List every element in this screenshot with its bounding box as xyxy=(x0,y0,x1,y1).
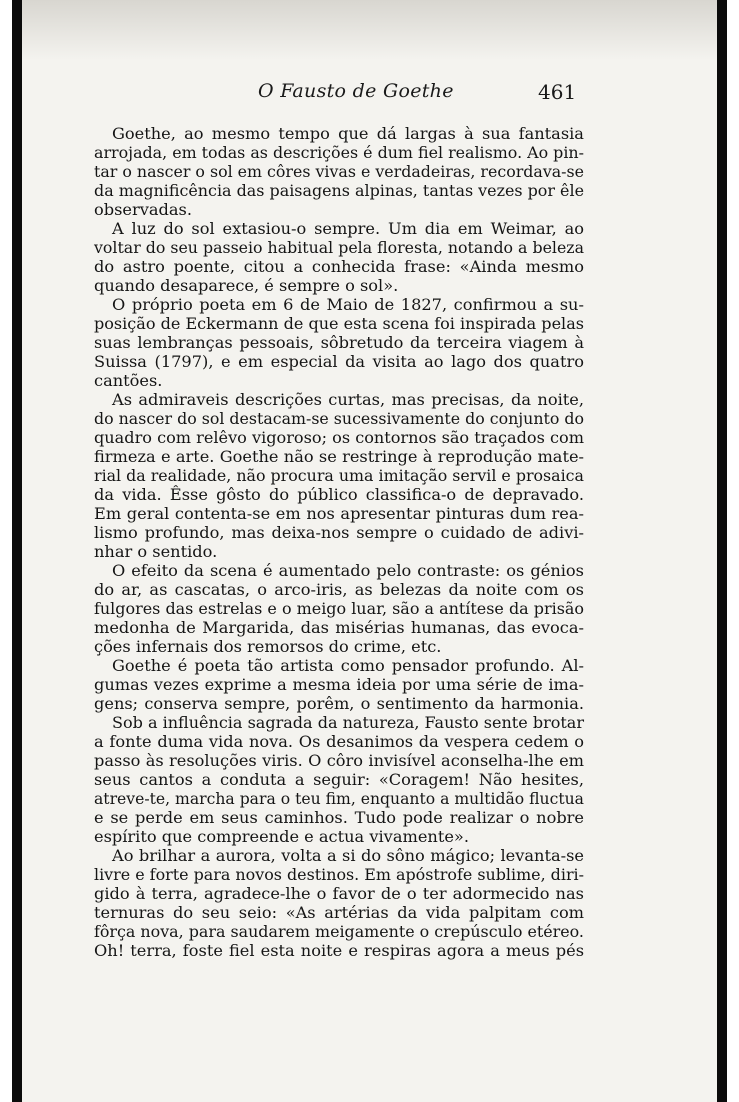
page-shadow xyxy=(22,0,717,60)
text-line: nhar o sentido. xyxy=(94,542,218,561)
running-head xyxy=(22,80,717,110)
text-line: tar o nascer o sol em côres vivas e verdadeiras, recordava-se xyxy=(94,162,584,181)
text-line: a fonte duma vida nova. Os desanimos da vespera cedem o xyxy=(94,732,585,751)
body-text xyxy=(94,124,584,960)
text-line: fôrça nova, para saudarem meigamente o crepúsculo etéreo. xyxy=(94,922,584,941)
text-line: do astro poente, citou a conhecida frase: «Ainda mesmo xyxy=(94,257,585,276)
text-line: livre e forte para novos destinos. Em apóstrofe sublime, diri- xyxy=(94,865,585,884)
text-line: posição de Eckermann de que esta scena foi inspirada pelas xyxy=(94,314,584,333)
text-line: As admiraveis descrições curtas, mas precisas, da noite, xyxy=(112,390,584,409)
text-line: cantões. xyxy=(94,371,163,390)
running-title: O Fausto de Goethe xyxy=(258,80,454,102)
text-line: atreve-te, marcha para o teu fim, enquanto a multidão fluctua xyxy=(94,789,584,808)
text-line: quadro com relêvo vigoroso; os contornos são traçados com xyxy=(94,428,584,447)
text-line: seus cantos a conduta a seguir: «Coragem! Não hesites, xyxy=(94,770,584,789)
page-number: 461 xyxy=(538,80,577,104)
text-line: Goethe, ao mesmo tempo que dá largas à sua fantasia xyxy=(112,124,584,143)
text-line: A luz do sol extasiou-o sempre. Um dia em Weimar, ao xyxy=(112,219,584,238)
text-line: Goethe é poeta tão artista como pensador profundo. Al- xyxy=(112,656,584,675)
text-line: Em geral contenta-se em nos apresentar pinturas dum rea- xyxy=(94,504,584,523)
text-line: Oh! terra, foste fiel esta noite e respiras agora a meus pés xyxy=(94,941,585,960)
text-line: passo às resoluções viris. O côro invisível aconselha-lhe em xyxy=(94,751,585,770)
text-line: do ar, as cascatas, o arco-iris, as belezas da noite com os xyxy=(94,580,584,599)
text-line: rial da realidade, não procura uma imitação servil e prosaica xyxy=(94,466,584,485)
text-line: Suissa (1797), e em especial da visita ao lago dos quatro xyxy=(94,352,584,371)
text-line: Sob a influência sagrada da natureza, Fausto sente brotar xyxy=(112,713,585,732)
text-line: O efeito da scena é aumentado pelo contraste: os génios xyxy=(112,561,584,580)
text-line: firmeza e arte. Goethe não se restringe à reprodução mate- xyxy=(94,447,585,466)
book-page xyxy=(12,0,727,1102)
text-line: O próprio poeta em 6 de Maio de 1827, confirmou a su- xyxy=(112,295,584,314)
text-line: Ao brilhar a aurora, volta a si do sôno mágico; levanta-se xyxy=(112,846,584,865)
text-line: suas lembranças pessoais, sôbretudo da terceira viagem à xyxy=(94,333,584,352)
text-line: da vida. Êsse gôsto do público classifica-o de depravado. xyxy=(94,485,584,504)
text-line: arrojada, em todas as descrições é dum fiel realismo. Ao pin- xyxy=(94,143,584,162)
text-line: voltar do seu passeio habitual pela floresta, notando a beleza xyxy=(94,238,585,257)
text-line: lismo profundo, mas deixa-nos sempre o cuidado de adivi- xyxy=(94,523,584,542)
text-line: gido à terra, agradece-lhe o favor de o ter adormecido nas xyxy=(94,884,584,903)
text-line: espírito que compreende e actua vivamente». xyxy=(94,827,469,846)
text-line: fulgores das estrelas e o meigo luar, são a antítese da prisão xyxy=(94,599,585,618)
text-line: observadas. xyxy=(94,200,192,219)
text-line: gumas vezes exprime a mesma ideia por uma série de ima- xyxy=(94,675,584,694)
text-line: medonha de Margarida, das misérias humanas, das evoca- xyxy=(94,618,584,637)
text-line: e se perde em seus caminhos. Tudo pode realizar o nobre xyxy=(94,808,585,827)
text-line: quando desaparece, é sempre o sol». xyxy=(94,276,399,295)
text-line: do nascer do sol destacam-se sucessivamente do conjunto do xyxy=(94,409,584,428)
text-line: gens; conserva sempre, porêm, o sentimento da harmonia. xyxy=(94,694,585,713)
text-line: ternuras do seu seio: «As artérias da vida palpitam com xyxy=(94,903,585,922)
text-line: da magnificência das paisagens alpinas, tantas vezes por êle xyxy=(94,181,584,200)
text-line: ções infernais dos remorsos do crime, etc. xyxy=(94,637,442,656)
